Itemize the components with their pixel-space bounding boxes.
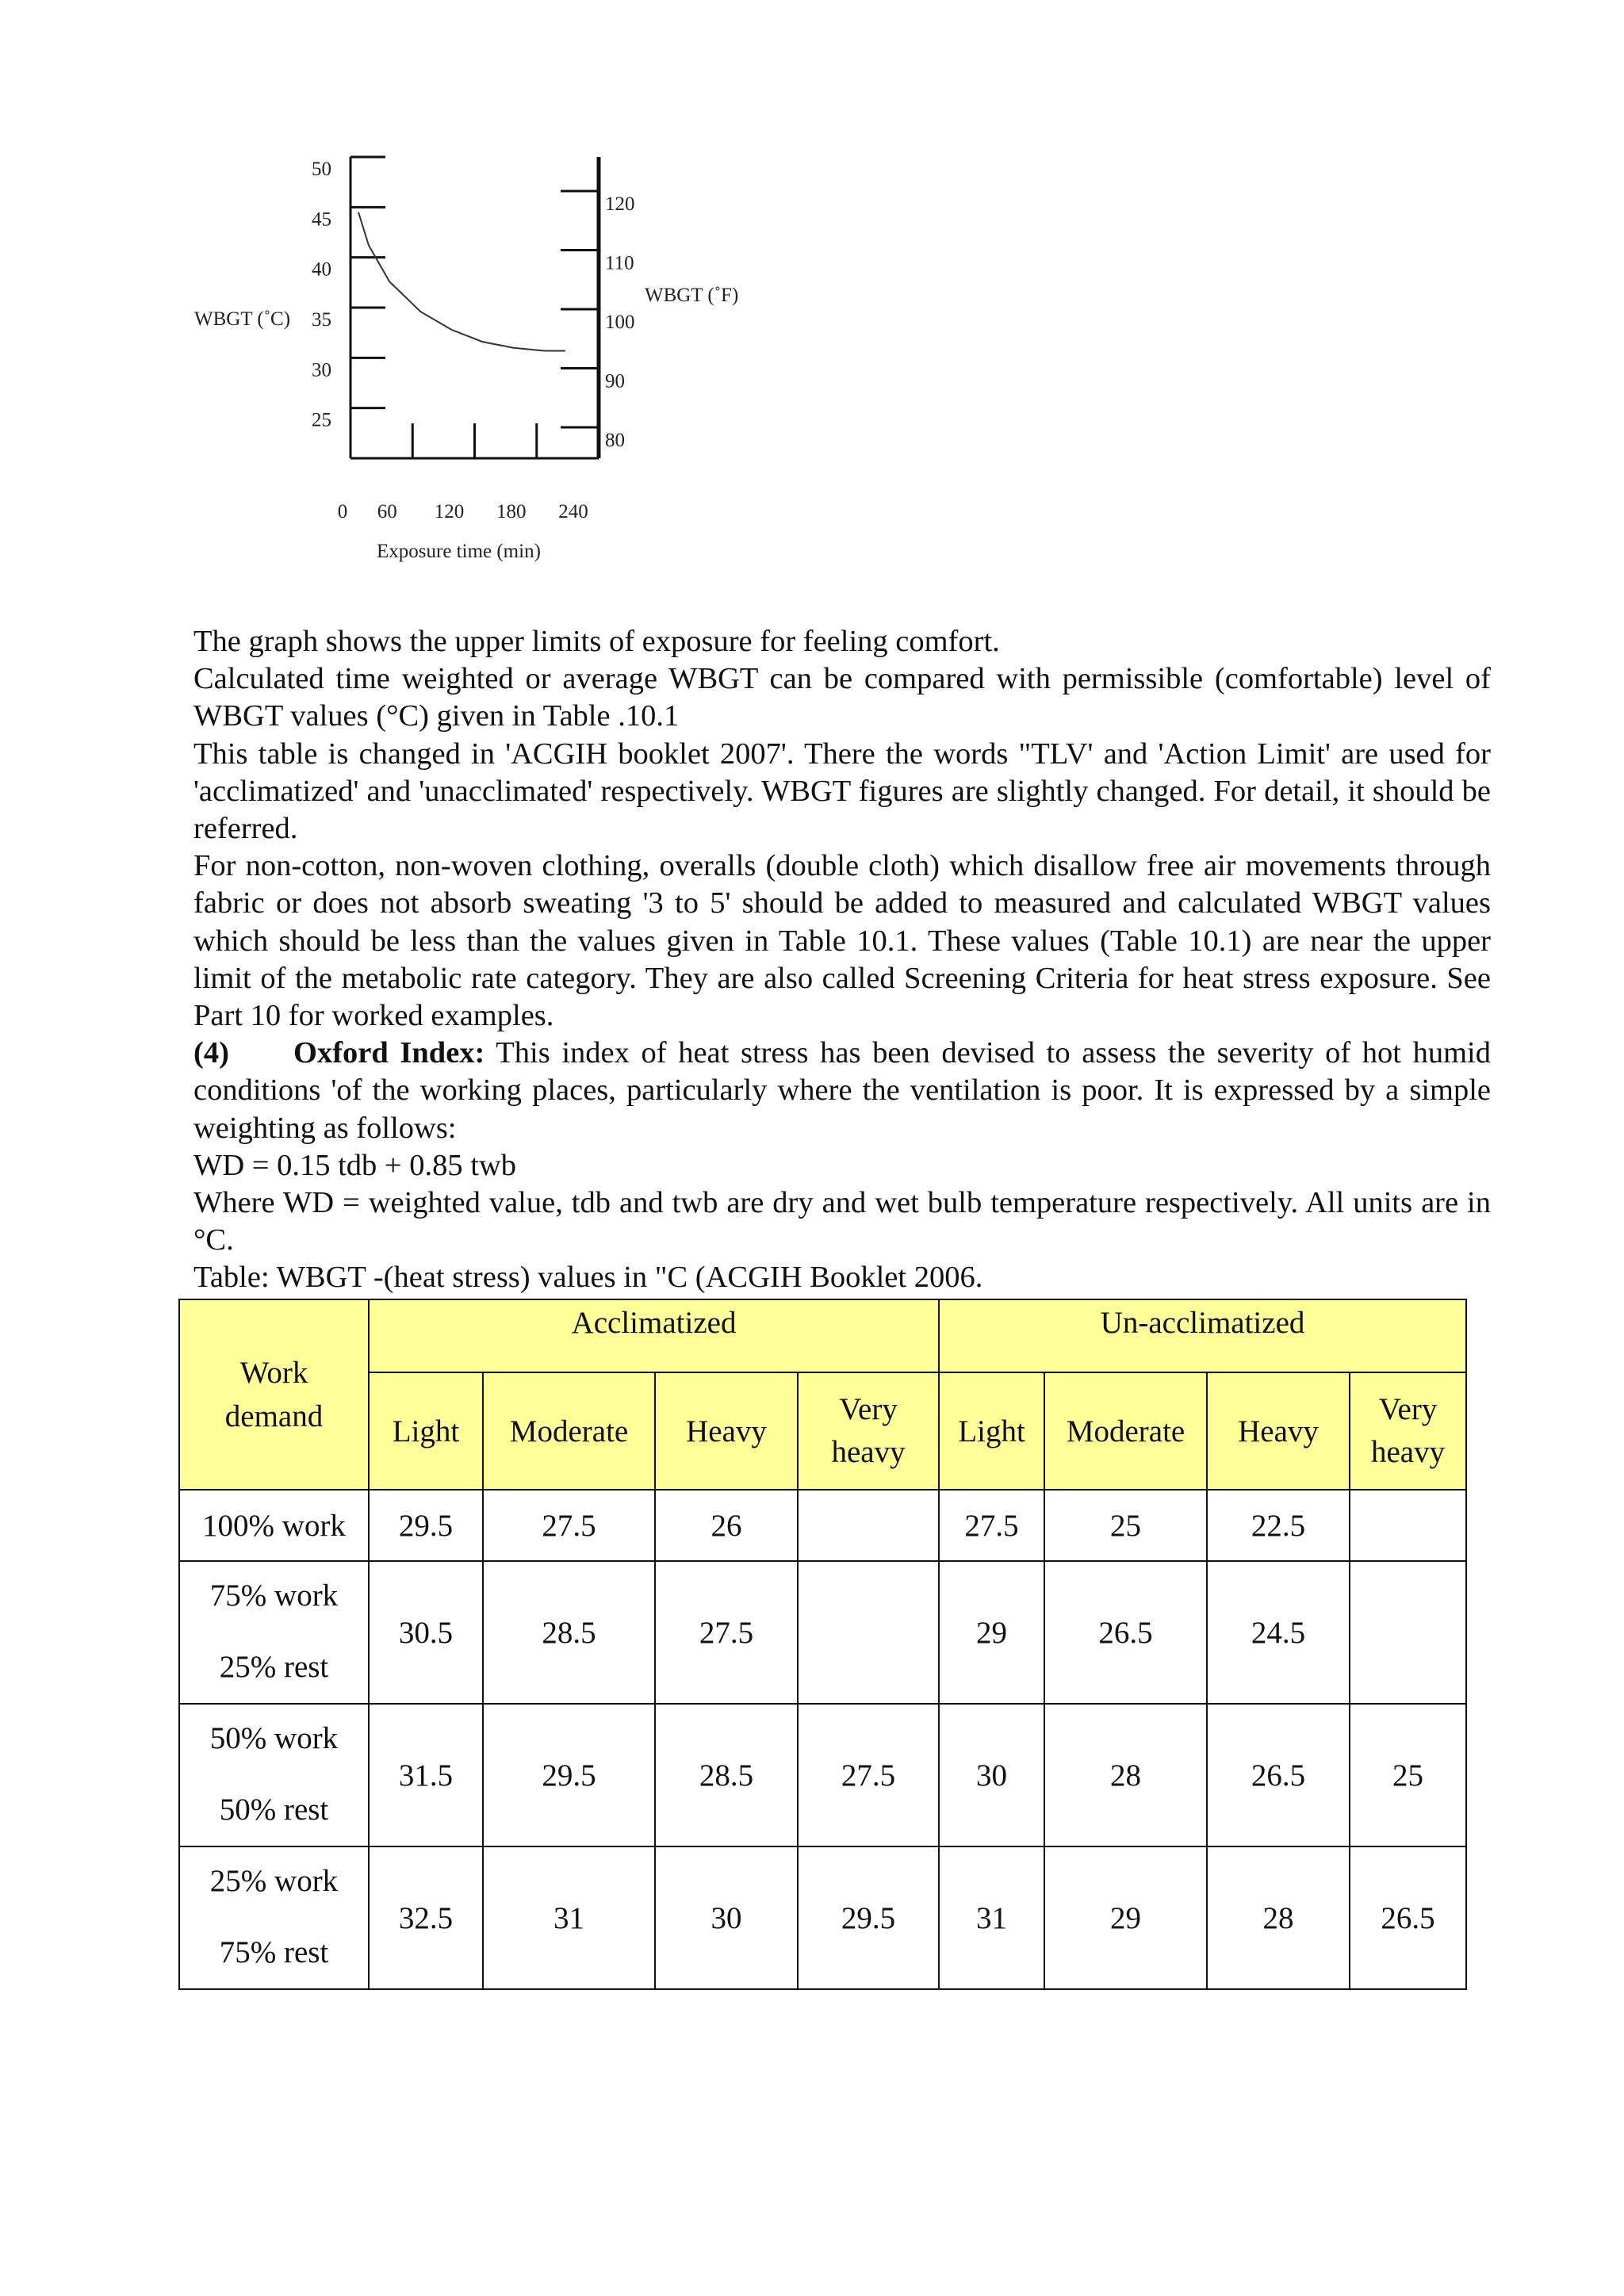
table-cell: 31.5: [369, 1704, 483, 1846]
table-row: [179, 1846, 1466, 1989]
table-cell: 30: [655, 1846, 798, 1989]
row-header: [179, 1561, 369, 1704]
acclimatized-header: Acclimatized: [369, 1299, 939, 1372]
y2-axis-label: WBGT (˚F): [645, 285, 739, 306]
table-cell: 29.5: [483, 1704, 655, 1846]
y-tick-label-right: 110: [605, 252, 634, 274]
row-header-line1: 50% work: [209, 1721, 339, 1755]
table-row: [179, 1490, 1466, 1561]
table-cell: 29: [939, 1561, 1044, 1704]
paragraph-oxford-index: [193, 1035, 1491, 1147]
body-text: [193, 623, 1491, 1297]
y-tick-label-right: 80: [605, 430, 625, 451]
table-cell: [798, 1490, 939, 1561]
y-tick-label-right: 120: [605, 193, 635, 215]
row-header-line2: 25% rest: [219, 1650, 329, 1684]
table-cell: 27.5: [798, 1704, 939, 1846]
oxford-index-text: This index of heat stress has been devised to assess the severity of hot humid conditions 'of the working places, particularly where the ventilation is poor. It is expressed by a simple weighting as follows:: [193, 1036, 1491, 1145]
row-header: [179, 1704, 369, 1846]
table-row: [179, 1561, 1466, 1704]
table-cell: 29.5: [798, 1846, 939, 1989]
wbgt-table: [178, 1299, 1467, 1990]
table-cell: 28: [1044, 1704, 1207, 1846]
col-header: Very heavy: [798, 1372, 939, 1490]
paragraph-graph-note: The graph shows the upper limits of exposure for feeling comfort.: [193, 625, 1000, 658]
table-cell: 27.5: [483, 1490, 655, 1561]
table-cell: 29: [1044, 1846, 1207, 1989]
y-tick-label-left: 45: [312, 209, 331, 231]
table-cell: 31: [939, 1846, 1044, 1989]
table-cell: 26: [655, 1490, 798, 1561]
unacclimatized-header: Un-acclimatized: [939, 1299, 1466, 1372]
col-header: Very heavy: [1350, 1372, 1466, 1490]
row-header-line2: 75% rest: [219, 1935, 329, 1969]
row-header-line1: 25% work: [209, 1864, 339, 1898]
oxford-index-term: Oxford Index:: [293, 1036, 485, 1070]
paragraph-compare: Calculated time weighted or average WBGT can be compared with permissible (comfortable) level of WBGT values (°C) given in Table .10.1: [193, 662, 1491, 733]
x-tick-label: 60: [377, 501, 397, 522]
formula: WD = 0.15 tdb + 0.85 twb: [193, 1148, 517, 1182]
table-cell: 30: [939, 1704, 1044, 1846]
table-cell: 26.5: [1044, 1561, 1207, 1704]
table-cell: 27.5: [655, 1561, 798, 1704]
table-cell: [1350, 1490, 1466, 1561]
section-number: (4): [193, 1036, 229, 1070]
table-cell: [798, 1561, 939, 1704]
x-tick-label: 120: [434, 501, 465, 522]
row-header: 100% work: [179, 1490, 369, 1561]
table-cell: 31: [483, 1846, 655, 1989]
row-header-line2: 50% rest: [219, 1793, 329, 1827]
row-header-line1: 75% work: [209, 1578, 339, 1613]
work-demand-header: [179, 1299, 369, 1490]
col-header: Moderate: [483, 1372, 655, 1490]
col-header: Moderate: [1044, 1372, 1207, 1490]
table-cell: 29.5: [369, 1490, 483, 1561]
table-row: [179, 1704, 1466, 1846]
table-cell: 26.5: [1350, 1846, 1466, 1989]
work-demand-line1: Work: [239, 1356, 308, 1390]
row-header: [179, 1846, 369, 1989]
table-caption: Table: WBGT -(heat stress) values in "C (ACGIH Booklet 2006.: [193, 1261, 983, 1295]
x-tick-label: 180: [496, 501, 527, 522]
table-cell: 30.5: [369, 1561, 483, 1704]
y-tick-label-right: 100: [605, 312, 635, 333]
table-cell: 25: [1350, 1704, 1466, 1846]
paragraph-where: Where WD = weighted value, tdb and twb are dry and wet bulb temperature respectively. All units are in °C.: [193, 1186, 1491, 1257]
col-header: Heavy: [1207, 1372, 1350, 1490]
table-cell: 28.5: [483, 1561, 655, 1704]
paragraph-clothing: For non-cotton, non-woven clothing, overalls (double cloth) which disallow free air movements through fabric or does not absorb sweating '3 to 5' should be added to measured and calculated WBGT values which should be less than the values given in Table 10.1. These values (Table 10.1) are near the upper limit of the metabolic rate category. They are also called Screening Criteria for heat stress exposure. See Part 10 for worked examples.: [193, 849, 1491, 1033]
y-tick-label-left: 30: [312, 359, 331, 381]
work-demand-line2: demand: [224, 1399, 324, 1433]
y-tick-label-left: 50: [312, 159, 331, 180]
col-header: Light: [369, 1372, 483, 1490]
table-cell: 26.5: [1207, 1704, 1350, 1846]
y-tick-label-left: 40: [312, 258, 331, 281]
col-header: Light: [939, 1372, 1044, 1490]
wbgt-exposure-chart: [182, 143, 785, 587]
y-tick-label-left: 25: [312, 409, 331, 431]
x-tick-label: 0: [337, 501, 348, 522]
table-cell: 28.5: [655, 1704, 798, 1846]
table-cell: [1350, 1561, 1466, 1704]
table-cell: 27.5: [939, 1490, 1044, 1561]
y-tick-label-right: 90: [605, 370, 625, 392]
col-header: Heavy: [655, 1372, 798, 1490]
y-axis-label: WBGT (˚C): [194, 308, 291, 330]
table-cell: 24.5: [1207, 1561, 1350, 1704]
x-tick-label: 240: [558, 501, 588, 522]
table-cell: 28: [1207, 1846, 1350, 1989]
table-cell: 22.5: [1207, 1490, 1350, 1561]
y-tick-label-left: 35: [312, 309, 331, 331]
table-cell: 25: [1044, 1490, 1207, 1561]
table-cell: 32.5: [369, 1846, 483, 1989]
comfort-limit-curve: [358, 212, 565, 351]
x-axis-label: Exposure time (min): [377, 541, 541, 562]
paragraph-acgih: This table is changed in 'ACGIH booklet 2007'. There the words "TLV' and 'Action Limit' are used for 'acclimatized' and 'unacclimated' respectively. WBGT figures are slightly changed. For detail, it should be referred.: [193, 737, 1491, 846]
